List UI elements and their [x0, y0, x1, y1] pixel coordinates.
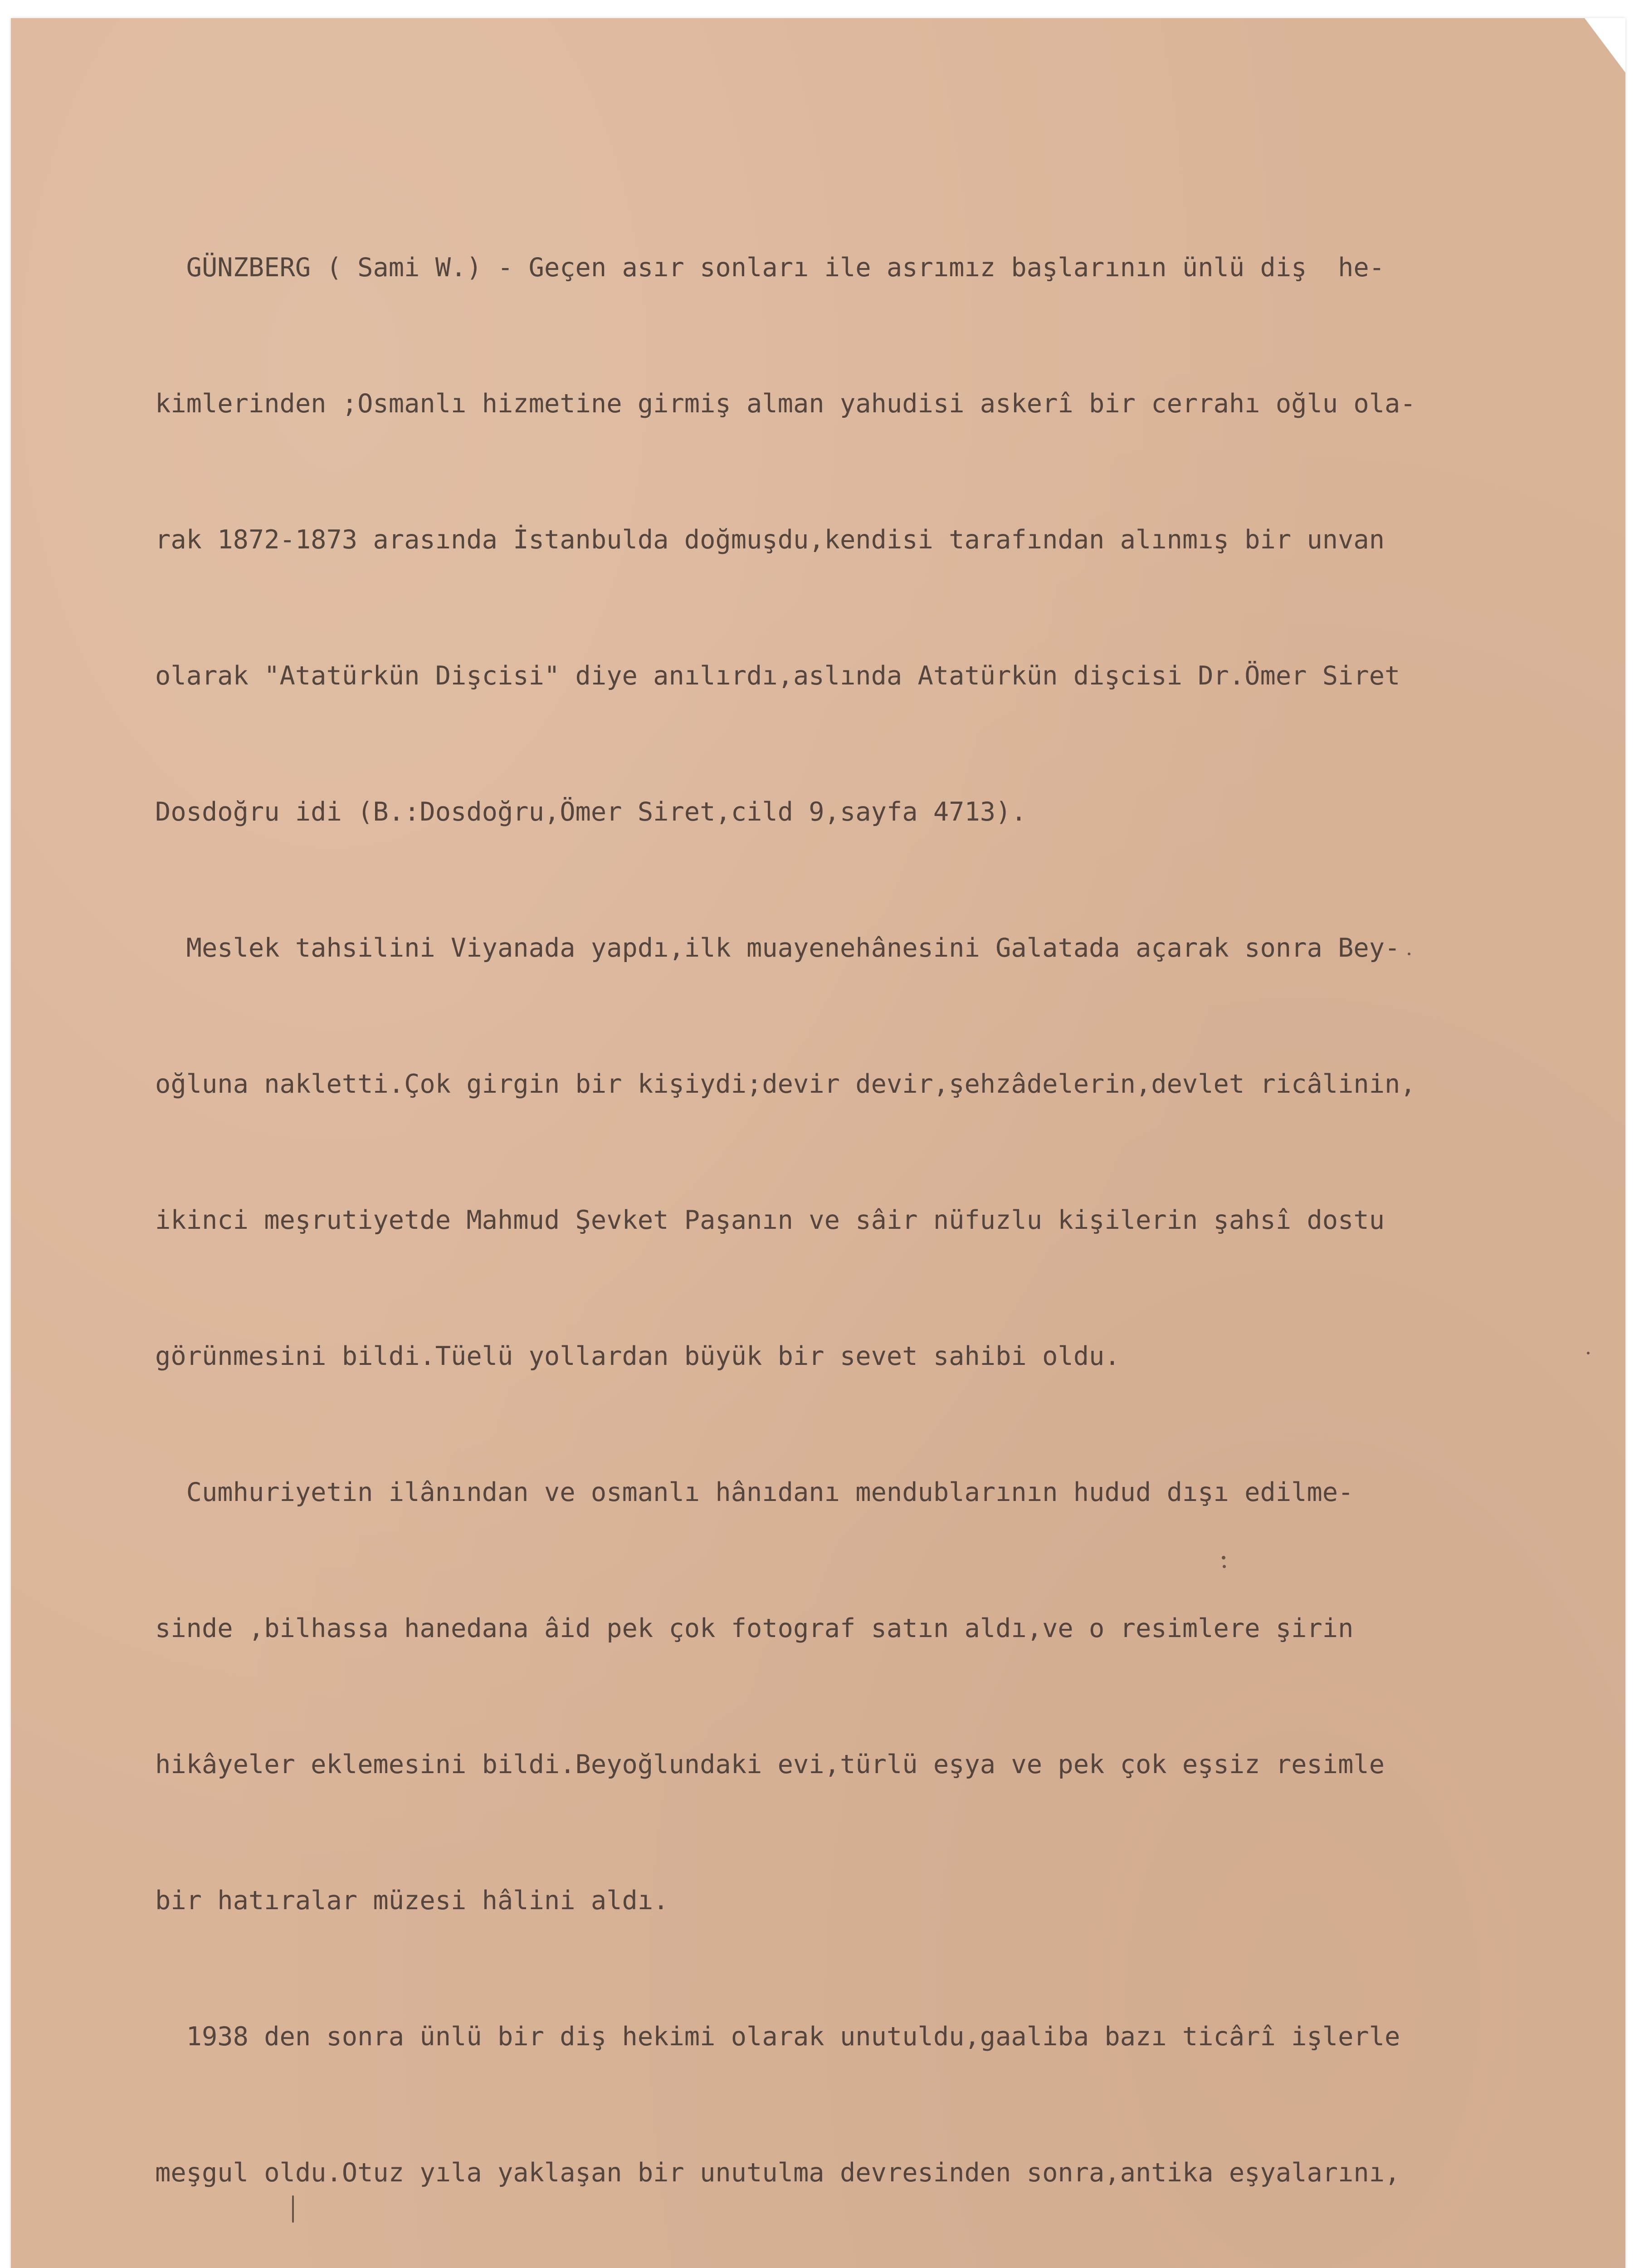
body-line: meşgul oldu.Otuz yıla yaklaşan bir unutulma devresinden sonra,antika eşyalarını, [155, 2158, 1400, 2188]
body-line: olarak "Atatürkün Dişcisi" diye anılırdı,aslında Atatürkün dişcisi Dr.Ömer Siret [155, 661, 1400, 691]
typed-text-block [155, 154, 1639, 2268]
body-line: Meslek tahsilini Viyanada yapdı,ilk muayenehânesini Galatada açarak sonra Bey- [155, 933, 1400, 963]
body-line: kimlerinden ;Osmanlı hizmetine girmiş alman yahudisi askerî bir cerrahı oğlu ola- [155, 389, 1416, 419]
speck [1223, 1565, 1226, 1568]
body-line: Dosdoğru idi (B.:Dosdoğru,Ömer Siret,cild 9,sayfa 4713). [155, 797, 1027, 827]
body-line: GÜNZBERG ( Sami W.) - Geçen asır sonları ile asrımız başlarının ünlü diş he- [155, 253, 1385, 283]
body-line: oğluna nakletti.Çok girgin bir kişiydi;devir devir,şehzâdelerin,devlet ricâlinin, [155, 1069, 1416, 1099]
body-line: rak 1872-1873 arasında İstanbulda doğmuşdu,kendisi tarafından alınmış bir unvan [155, 525, 1385, 555]
speck [292, 2195, 294, 2223]
speck [1587, 1352, 1590, 1354]
body-line: Cumhuriyetin ilânından ve osmanlı hânıdanı mendublarının hudud dışı edilme- [155, 1477, 1354, 1507]
paper-sheet [11, 18, 1625, 2268]
body-line: görünmesini bildi.Tüelü yollardan büyük bir sevet sahibi oldu. [155, 1341, 1120, 1371]
body-line: ikinci meşrutiyetde Mahmud Şevket Paşanın ve sâir nüfuzlu kişilerin şahsî dostu [155, 1205, 1385, 1235]
body-line: sinde ,bilhassa hanedana âid pek çok fotograf satın aldı,ve o resimlere şirin [155, 1613, 1354, 1643]
torn-corner [1585, 18, 1625, 73]
speck [1408, 953, 1410, 955]
body-line: hikâyeler eklemesini bildi.Beyoğlundaki evi,türlü eşya ve pek çok eşsiz resimle [155, 1750, 1385, 1779]
speck [1222, 1556, 1225, 1559]
body-line: 1938 den sonra ünlü bir diş hekimi olarak unutuldu,gaaliba bazı ticârî işlerle [155, 2022, 1400, 2052]
body-line: bir hatıralar müzesi hâlini aldı. [155, 1886, 669, 1916]
